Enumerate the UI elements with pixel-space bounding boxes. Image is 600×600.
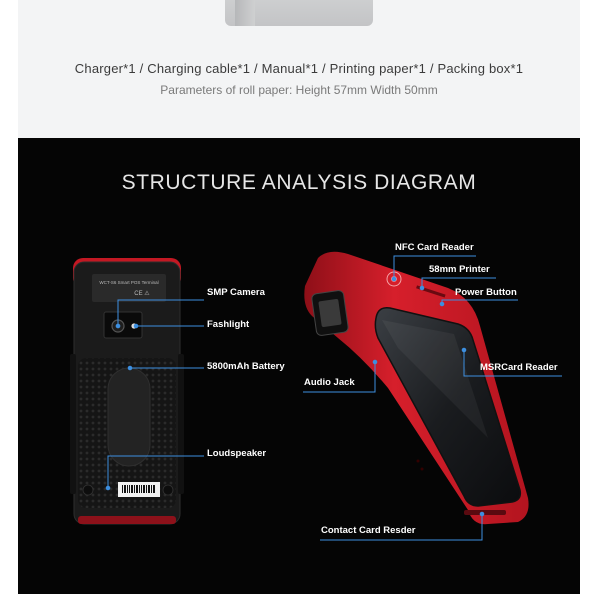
- package-contents-text: Charger*1 / Charging cable*1 / Manual*1 / Printing paper*1 / Packing box*1: [74, 61, 524, 76]
- svg-text:CE ⚠: CE ⚠: [134, 291, 150, 297]
- label-contact-card-reader: Contact Card Resder: [321, 525, 416, 536]
- back-device-image: [70, 258, 184, 524]
- label-msr-card-reader: MSRCard Reader: [480, 362, 558, 373]
- accessories-section: [18, 0, 580, 138]
- diagram-title: STRUCTURE ANALYSIS DIAGRAM: [121, 171, 477, 194]
- roll-paper-parameters-text: Parameters of roll paper: Height 57mm Width 50mm: [160, 83, 438, 97]
- label-nfc-card-reader: NFC Card Reader: [395, 242, 474, 253]
- label-printer: 58mm Printer: [429, 264, 490, 275]
- label-audio-jack: Audio Jack: [304, 377, 355, 388]
- label-loudspeaker: Loudspeaker: [207, 448, 267, 459]
- paper-roll-image: [225, 0, 373, 26]
- label-battery: 5800mAh Battery: [207, 361, 285, 372]
- label-smp-camera: SMP Camera: [207, 287, 265, 298]
- back-model-text: WCT-S6 Smart POS Terminal: [99, 280, 159, 285]
- label-power-button: Power Button: [455, 287, 517, 298]
- label-flashlight: Fashlight: [207, 319, 250, 330]
- structure-diagram-section: [18, 138, 580, 594]
